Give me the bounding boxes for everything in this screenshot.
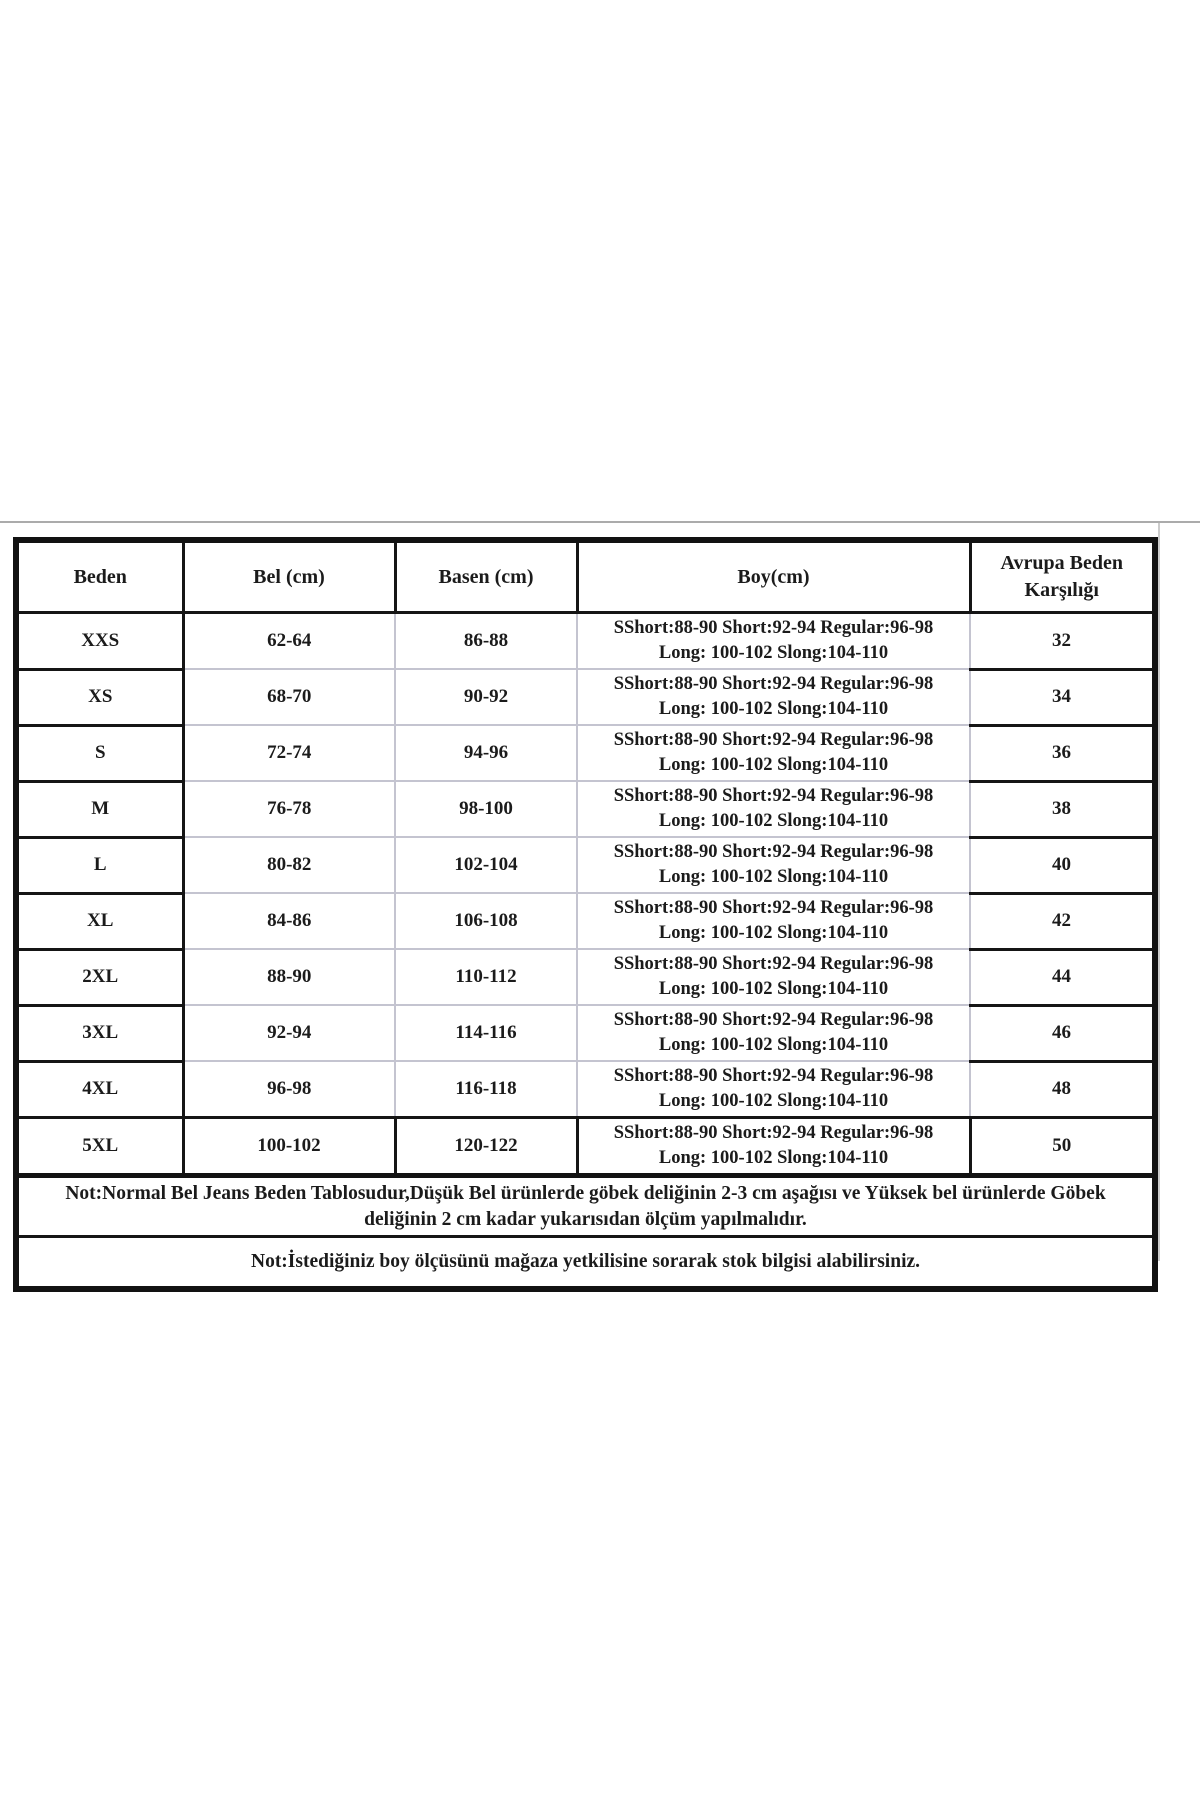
boy-line1: SShort:88-90 Short:92-94 Regular:96-98 — [613, 1066, 934, 1086]
header-avrupa-line1: Avrupa Beden — [1000, 552, 1123, 574]
header-bel: Bel (cm) — [183, 540, 395, 613]
header-beden: Beden — [16, 540, 183, 613]
note-measurement-line2: deliğinin 2 cm kadar yukarısıdan ölçüm yapılmalıdır. — [364, 1208, 807, 1230]
cell-avrupa: 40 — [970, 837, 1155, 893]
cell-beden: 2XL — [16, 949, 183, 1005]
size-chart-table — [13, 537, 1158, 1292]
cell-basen: 94-96 — [395, 725, 577, 781]
table-row-xl — [16, 893, 1155, 949]
table-row-3xl — [16, 1005, 1155, 1061]
boy-line2: Long: 100-102 Slong:104-110 — [658, 867, 889, 887]
boy-line2: Long: 100-102 Slong:104-110 — [658, 923, 889, 943]
cell-beden: XS — [16, 669, 183, 725]
cell-bel: 76-78 — [183, 781, 395, 837]
note-stock-text: Not:İstediğiniz boy ölçüsünü mağaza yetkilisine sorarak stok bilgisi alabilirsiniz. — [250, 1251, 921, 1272]
boy-line1: SShort:88-90 Short:92-94 Regular:96-98 — [613, 674, 934, 694]
cell-avrupa: 48 — [970, 1061, 1155, 1118]
cell-avrupa: 46 — [970, 1005, 1155, 1061]
cell-basen: 86-88 — [395, 613, 577, 670]
boy-line1: SShort:88-90 Short:92-94 Regular:96-98 — [613, 898, 934, 918]
boy-line2: Long: 100-102 Slong:104-110 — [658, 643, 889, 663]
cell-avrupa: 42 — [970, 893, 1155, 949]
boy-line2: Long: 100-102 Slong:104-110 — [658, 1148, 889, 1168]
boy-line1: SShort:88-90 Short:92-94 Regular:96-98 — [613, 618, 934, 638]
cell-boy — [577, 781, 970, 837]
cell-bel: 80-82 — [183, 837, 395, 893]
cell-beden: M — [16, 781, 183, 837]
header-row — [16, 540, 1155, 613]
page-divider-line — [0, 521, 1200, 523]
boy-line1: SShort:88-90 Short:92-94 Regular:96-98 — [613, 730, 934, 750]
cell-avrupa: 38 — [970, 781, 1155, 837]
cell-boy — [577, 1061, 970, 1118]
cell-bel: 62-64 — [183, 613, 395, 670]
page-divider-vertical-line — [1158, 523, 1160, 1261]
cell-bel: 92-94 — [183, 1005, 395, 1061]
cell-beden: XXS — [16, 613, 183, 670]
table-row-xs — [16, 669, 1155, 725]
boy-line2: Long: 100-102 Slong:104-110 — [658, 979, 889, 999]
note-measurement-text — [16, 1176, 1155, 1237]
cell-boy — [577, 669, 970, 725]
table-row-5xl — [16, 1118, 1155, 1176]
cell-avrupa: 44 — [970, 949, 1155, 1005]
cell-basen: 102-104 — [395, 837, 577, 893]
cell-boy — [577, 893, 970, 949]
table-row-2xl — [16, 949, 1155, 1005]
cell-boy — [577, 725, 970, 781]
cell-beden: 5XL — [16, 1118, 183, 1176]
cell-beden: 3XL — [16, 1005, 183, 1061]
boy-line2: Long: 100-102 Slong:104-110 — [658, 699, 889, 719]
boy-line2: Long: 100-102 Slong:104-110 — [658, 755, 889, 775]
table-row-m — [16, 781, 1155, 837]
cell-boy — [577, 1118, 970, 1176]
boy-line1: SShort:88-90 Short:92-94 Regular:96-98 — [613, 1123, 934, 1143]
cell-beden: 4XL — [16, 1061, 183, 1118]
table-row-4xl — [16, 1061, 1155, 1118]
cell-avrupa: 50 — [970, 1118, 1155, 1176]
cell-basen: 90-92 — [395, 669, 577, 725]
table-row-xxs — [16, 613, 1155, 670]
table-row-s — [16, 725, 1155, 781]
cell-avrupa: 32 — [970, 613, 1155, 670]
cell-bel: 96-98 — [183, 1061, 395, 1118]
cell-bel: 100-102 — [183, 1118, 395, 1176]
cell-boy — [577, 837, 970, 893]
note-row-measurement — [16, 1176, 1155, 1237]
note-row-stock — [16, 1237, 1155, 1290]
cell-bel: 88-90 — [183, 949, 395, 1005]
cell-basen: 110-112 — [395, 949, 577, 1005]
note-measurement-line1: Not:Normal Bel Jeans Beden Tablosudur,Düşük Bel ürünlerde göbek deliğinin 2-3 cm aşağısı ve Yüksek bel ürünlerde Göbek — [65, 1182, 1106, 1204]
boy-line2: Long: 100-102 Slong:104-110 — [658, 1091, 889, 1111]
table-row-l — [16, 837, 1155, 893]
header-basen: Basen (cm) — [395, 540, 577, 613]
boy-line1: SShort:88-90 Short:92-94 Regular:96-98 — [613, 842, 934, 862]
cell-basen: 106-108 — [395, 893, 577, 949]
boy-line1: SShort:88-90 Short:92-94 Regular:96-98 — [613, 786, 934, 806]
header-avrupa-line2: Karşılığı — [1024, 579, 1099, 601]
cell-boy — [577, 613, 970, 670]
header-avrupa — [970, 540, 1155, 613]
boy-line1: SShort:88-90 Short:92-94 Regular:96-98 — [613, 1010, 934, 1030]
boy-line2: Long: 100-102 Slong:104-110 — [658, 1035, 889, 1055]
header-boy: Boy(cm) — [577, 540, 970, 613]
cell-boy — [577, 1005, 970, 1061]
cell-beden: XL — [16, 893, 183, 949]
cell-beden: S — [16, 725, 183, 781]
cell-basen: 114-116 — [395, 1005, 577, 1061]
cell-avrupa: 36 — [970, 725, 1155, 781]
cell-bel: 84-86 — [183, 893, 395, 949]
cell-beden: L — [16, 837, 183, 893]
cell-boy — [577, 949, 970, 1005]
cell-basen: 116-118 — [395, 1061, 577, 1118]
boy-line2: Long: 100-102 Slong:104-110 — [658, 811, 889, 831]
cell-basen: 98-100 — [395, 781, 577, 837]
cell-bel: 68-70 — [183, 669, 395, 725]
cell-bel: 72-74 — [183, 725, 395, 781]
boy-line1: SShort:88-90 Short:92-94 Regular:96-98 — [613, 954, 934, 974]
cell-basen: 120-122 — [395, 1118, 577, 1176]
cell-avrupa: 34 — [970, 669, 1155, 725]
